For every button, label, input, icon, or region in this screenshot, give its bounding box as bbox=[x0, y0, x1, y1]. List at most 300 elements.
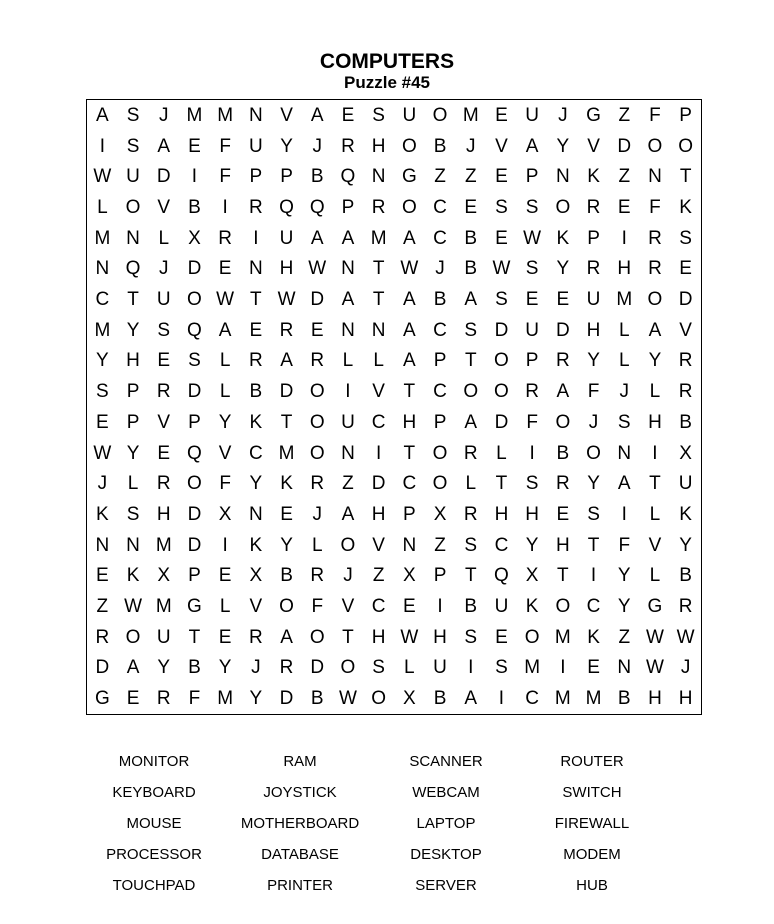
grid-letter[interactable]: C bbox=[586, 596, 601, 618]
grid-letter[interactable]: T bbox=[679, 166, 692, 188]
grid-letter[interactable]: F bbox=[649, 104, 661, 126]
grid-letter[interactable]: H bbox=[648, 411, 662, 433]
grid-letter[interactable]: L bbox=[649, 381, 661, 403]
grid-letter[interactable]: C bbox=[494, 534, 509, 556]
grid-letter[interactable]: Z bbox=[342, 473, 354, 495]
grid-letter[interactable]: O bbox=[432, 104, 448, 126]
grid-letter[interactable]: N bbox=[648, 166, 662, 188]
grid-letter[interactable]: E bbox=[280, 503, 293, 525]
grid-letter[interactable]: X bbox=[403, 565, 416, 587]
grid-letter[interactable]: G bbox=[187, 596, 202, 618]
grid-letter[interactable]: R bbox=[248, 196, 263, 218]
grid-letter[interactable]: A bbox=[280, 350, 293, 372]
grid-letter[interactable]: B bbox=[433, 688, 447, 710]
grid-letter[interactable]: O bbox=[494, 350, 509, 372]
grid-letter[interactable]: O bbox=[432, 442, 448, 464]
grid-letter[interactable]: I bbox=[191, 166, 198, 188]
grid-letter[interactable]: H bbox=[494, 503, 509, 525]
grid-letter[interactable]: O bbox=[678, 135, 694, 157]
grid-letter[interactable]: E bbox=[403, 596, 416, 618]
grid-letter[interactable]: S bbox=[464, 319, 478, 341]
grid-letter[interactable]: Y bbox=[617, 565, 631, 587]
grid-letter[interactable]: T bbox=[464, 565, 477, 587]
grid-letter[interactable]: R bbox=[279, 319, 294, 341]
grid-letter[interactable]: D bbox=[494, 319, 509, 341]
grid-letter[interactable]: C bbox=[371, 596, 386, 618]
grid-letter[interactable]: S bbox=[126, 104, 140, 126]
grid-letter[interactable]: L bbox=[649, 503, 661, 525]
grid-letter[interactable]: R bbox=[678, 381, 693, 403]
grid-letter[interactable]: H bbox=[678, 688, 693, 710]
grid-letter[interactable]: W bbox=[277, 289, 296, 311]
grid-letter[interactable]: D bbox=[371, 473, 386, 495]
grid-letter[interactable]: Q bbox=[125, 258, 141, 280]
grid-letter[interactable]: R bbox=[463, 442, 478, 464]
grid-letter[interactable]: Q bbox=[279, 196, 294, 218]
grid-letter[interactable]: Y bbox=[587, 473, 600, 495]
grid-letter[interactable]: W bbox=[523, 227, 542, 249]
grid-letter[interactable]: J bbox=[680, 657, 691, 679]
grid-letter[interactable]: L bbox=[97, 196, 108, 218]
grid-letter[interactable]: I bbox=[560, 657, 566, 679]
grid-letter[interactable]: P bbox=[525, 166, 539, 188]
grid-letter[interactable]: S bbox=[495, 657, 508, 679]
grid-letter[interactable]: U bbox=[126, 166, 140, 188]
grid-letter[interactable]: S bbox=[495, 289, 508, 311]
grid-letter[interactable]: H bbox=[402, 411, 417, 433]
grid-letter[interactable]: J bbox=[251, 657, 261, 679]
grid-letter[interactable]: W bbox=[676, 626, 695, 648]
grid-letter[interactable]: Y bbox=[280, 135, 293, 157]
grid-letter[interactable]: S bbox=[617, 411, 631, 433]
grid-letter[interactable]: W bbox=[93, 166, 112, 188]
grid-letter[interactable]: I bbox=[222, 196, 228, 218]
grid-letter[interactable]: E bbox=[495, 227, 508, 249]
grid-letter[interactable]: R bbox=[95, 626, 110, 648]
grid-letter[interactable]: D bbox=[279, 381, 294, 403]
grid-letter[interactable]: R bbox=[310, 473, 325, 495]
grid-letter[interactable]: L bbox=[618, 319, 630, 341]
grid-letter[interactable]: P bbox=[341, 196, 355, 218]
grid-letter[interactable]: X bbox=[403, 688, 416, 710]
grid-letter[interactable]: N bbox=[95, 258, 110, 280]
grid-letter[interactable]: L bbox=[342, 350, 354, 372]
grid-letter[interactable]: X bbox=[525, 565, 539, 587]
grid-letter[interactable]: I bbox=[590, 565, 597, 587]
grid-letter[interactable]: M bbox=[462, 104, 479, 126]
grid-letter[interactable]: R bbox=[341, 135, 355, 157]
grid-letter[interactable]: Y bbox=[587, 350, 600, 372]
grid-letter[interactable]: D bbox=[187, 503, 202, 525]
grid-letter[interactable]: H bbox=[525, 503, 539, 525]
grid-letter[interactable]: V bbox=[249, 596, 263, 618]
grid-letter[interactable]: L bbox=[311, 534, 323, 556]
grid-letter[interactable]: Q bbox=[494, 565, 509, 587]
grid-letter[interactable]: N bbox=[341, 258, 355, 280]
grid-letter[interactable]: A bbox=[403, 227, 416, 249]
grid-letter[interactable]: Y bbox=[679, 534, 692, 556]
grid-letter[interactable]: G bbox=[647, 596, 663, 618]
grid-letter[interactable]: N bbox=[371, 166, 386, 188]
grid-letter[interactable]: J bbox=[159, 258, 169, 280]
grid-letter[interactable]: A bbox=[617, 473, 631, 495]
grid-letter[interactable]: V bbox=[648, 534, 662, 556]
grid-letter[interactable]: M bbox=[585, 688, 602, 710]
grid-letter[interactable]: B bbox=[433, 289, 447, 311]
grid-letter[interactable]: S bbox=[525, 473, 539, 495]
grid-letter[interactable]: V bbox=[495, 135, 508, 157]
grid-letter[interactable]: I bbox=[376, 442, 382, 464]
grid-letter[interactable]: T bbox=[127, 289, 139, 311]
grid-letter[interactable]: U bbox=[341, 411, 355, 433]
grid-letter[interactable]: N bbox=[402, 534, 417, 556]
grid-letter[interactable]: H bbox=[555, 534, 570, 556]
grid-letter[interactable]: O bbox=[187, 473, 202, 495]
grid-letter[interactable]: I bbox=[253, 227, 259, 249]
grid-letter[interactable]: S bbox=[157, 319, 171, 341]
grid-letter[interactable]: J bbox=[619, 381, 629, 403]
grid-letter[interactable]: S bbox=[525, 258, 539, 280]
grid-letter[interactable]: D bbox=[156, 166, 171, 188]
grid-letter[interactable]: H bbox=[586, 319, 601, 341]
grid-letter[interactable]: K bbox=[126, 565, 140, 587]
grid-letter[interactable]: P bbox=[525, 350, 539, 372]
grid-letter[interactable]: A bbox=[218, 319, 232, 341]
grid-letter[interactable]: A bbox=[280, 626, 293, 648]
grid-letter[interactable]: Y bbox=[617, 596, 631, 618]
grid-letter[interactable]: V bbox=[218, 442, 232, 464]
grid-letter[interactable]: O bbox=[125, 196, 141, 218]
grid-letter[interactable]: T bbox=[557, 565, 569, 587]
grid-letter[interactable]: D bbox=[95, 657, 110, 679]
grid-letter[interactable]: L bbox=[219, 596, 231, 618]
grid-letter[interactable]: P bbox=[403, 503, 416, 525]
grid-letter[interactable]: R bbox=[248, 350, 263, 372]
grid-letter[interactable]: E bbox=[96, 411, 109, 433]
grid-letter[interactable]: Q bbox=[309, 196, 325, 218]
grid-letter[interactable]: M bbox=[94, 319, 111, 341]
grid-letter[interactable]: D bbox=[187, 258, 202, 280]
grid-letter[interactable]: O bbox=[555, 196, 571, 218]
grid-letter[interactable]: L bbox=[373, 350, 384, 372]
grid-letter[interactable]: T bbox=[372, 289, 385, 311]
grid-letter[interactable]: H bbox=[371, 503, 386, 525]
grid-letter[interactable]: Y bbox=[648, 350, 662, 372]
grid-letter[interactable]: B bbox=[556, 442, 570, 464]
grid-letter[interactable]: H bbox=[371, 135, 386, 157]
grid-letter[interactable]: O bbox=[524, 626, 540, 648]
grid-letter[interactable]: F bbox=[219, 473, 231, 495]
grid-letter[interactable]: A bbox=[403, 319, 416, 341]
grid-letter[interactable]: V bbox=[157, 411, 171, 433]
grid-letter[interactable]: V bbox=[280, 104, 293, 126]
grid-letter[interactable]: O bbox=[586, 442, 601, 464]
grid-letter[interactable]: M bbox=[554, 688, 571, 710]
grid-letter[interactable]: E bbox=[587, 657, 600, 679]
grid-letter[interactable]: I bbox=[498, 688, 505, 710]
grid-letter[interactable]: O bbox=[432, 473, 448, 495]
grid-letter[interactable]: B bbox=[188, 657, 201, 679]
grid-letter[interactable]: E bbox=[495, 166, 508, 188]
grid-letter[interactable]: W bbox=[124, 596, 143, 618]
grid-letter[interactable]: E bbox=[679, 258, 692, 280]
grid-letter[interactable]: N bbox=[95, 534, 110, 556]
grid-letter[interactable]: O bbox=[401, 135, 417, 157]
grid-letter[interactable]: A bbox=[341, 289, 355, 311]
grid-letter[interactable]: U bbox=[156, 626, 171, 648]
grid-letter[interactable]: H bbox=[126, 350, 140, 372]
grid-letter[interactable]: S bbox=[679, 227, 692, 249]
grid-letter[interactable]: T bbox=[342, 626, 354, 648]
grid-letter[interactable]: D bbox=[187, 534, 202, 556]
grid-letter[interactable]: R bbox=[310, 565, 325, 587]
grid-letter[interactable]: P bbox=[280, 166, 293, 188]
grid-letter[interactable]: R bbox=[156, 688, 171, 710]
grid-letter[interactable]: W bbox=[645, 657, 664, 679]
grid-letter[interactable]: M bbox=[155, 534, 172, 556]
grid-letter[interactable]: E bbox=[188, 135, 201, 157]
grid-letter[interactable]: C bbox=[248, 442, 263, 464]
grid-letter[interactable]: F bbox=[188, 688, 201, 710]
grid-letter[interactable]: U bbox=[586, 289, 601, 311]
grid-letter[interactable]: Y bbox=[96, 350, 109, 372]
grid-letter[interactable]: R bbox=[248, 626, 263, 648]
grid-letter[interactable]: B bbox=[679, 565, 692, 587]
grid-letter[interactable]: W bbox=[216, 289, 235, 311]
grid-letter[interactable]: C bbox=[433, 227, 447, 249]
grid-letter[interactable]: E bbox=[556, 503, 570, 525]
grid-letter[interactable]: W bbox=[400, 626, 419, 648]
grid-letter[interactable]: O bbox=[463, 381, 479, 403]
grid-letter[interactable]: M bbox=[94, 227, 111, 249]
grid-letter[interactable]: U bbox=[279, 227, 294, 249]
grid-letter[interactable]: S bbox=[372, 657, 385, 679]
grid-letter[interactable]: A bbox=[464, 688, 478, 710]
grid-letter[interactable]: Y bbox=[280, 534, 293, 556]
grid-letter[interactable]: C bbox=[402, 473, 417, 495]
grid-letter[interactable]: X bbox=[218, 503, 232, 525]
grid-letter[interactable]: E bbox=[249, 319, 263, 341]
grid-letter[interactable]: K bbox=[679, 503, 692, 525]
grid-letter[interactable]: D bbox=[310, 657, 325, 679]
grid-letter[interactable]: T bbox=[403, 381, 416, 403]
grid-letter[interactable]: X bbox=[188, 227, 201, 249]
grid-letter[interactable]: K bbox=[525, 596, 539, 618]
grid-letter[interactable]: N bbox=[341, 442, 355, 464]
grid-letter[interactable]: R bbox=[156, 473, 171, 495]
grid-letter[interactable]: Y bbox=[249, 473, 263, 495]
grid-letter[interactable]: B bbox=[310, 688, 324, 710]
grid-letter[interactable]: R bbox=[156, 381, 171, 403]
grid-letter[interactable]: T bbox=[372, 258, 385, 280]
grid-letter[interactable]: A bbox=[310, 227, 324, 249]
grid-letter[interactable]: A bbox=[96, 104, 109, 126]
grid-letter[interactable]: B bbox=[464, 258, 478, 280]
grid-letter[interactable]: S bbox=[525, 196, 539, 218]
grid-letter[interactable]: H bbox=[279, 258, 294, 280]
grid-letter[interactable]: R bbox=[310, 350, 325, 372]
grid-letter[interactable]: O bbox=[647, 289, 663, 311]
grid-letter[interactable]: O bbox=[309, 381, 325, 403]
grid-letter[interactable]: U bbox=[525, 319, 539, 341]
grid-letter[interactable]: V bbox=[157, 196, 171, 218]
grid-letter[interactable]: H bbox=[433, 626, 447, 648]
grid-letter[interactable]: B bbox=[464, 227, 478, 249]
grid-letter[interactable]: I bbox=[621, 503, 627, 525]
grid-letter[interactable]: H bbox=[371, 626, 386, 648]
grid-letter[interactable]: C bbox=[95, 289, 110, 311]
grid-letter[interactable]: E bbox=[157, 350, 171, 372]
grid-letter[interactable]: R bbox=[371, 196, 386, 218]
grid-letter[interactable]: C bbox=[433, 196, 447, 218]
grid-letter[interactable]: R bbox=[678, 596, 693, 618]
grid-letter[interactable]: B bbox=[249, 381, 263, 403]
grid-letter[interactable]: C bbox=[433, 319, 447, 341]
grid-letter[interactable]: K bbox=[679, 196, 692, 218]
grid-letter[interactable]: M bbox=[155, 596, 172, 618]
grid-letter[interactable]: O bbox=[309, 442, 325, 464]
grid-letter[interactable]: O bbox=[401, 196, 417, 218]
grid-letter[interactable]: J bbox=[97, 473, 108, 495]
grid-letter[interactable]: H bbox=[617, 258, 632, 280]
grid-letter[interactable]: C bbox=[371, 411, 386, 433]
grid-letter[interactable]: L bbox=[404, 657, 415, 679]
grid-letter[interactable]: I bbox=[529, 442, 535, 464]
grid-letter[interactable]: Q bbox=[340, 166, 356, 188]
grid-letter[interactable]: V bbox=[372, 534, 385, 556]
grid-letter[interactable]: N bbox=[371, 319, 386, 341]
grid-letter[interactable]: U bbox=[525, 104, 539, 126]
grid-letter[interactable]: J bbox=[343, 565, 353, 587]
grid-letter[interactable]: A bbox=[310, 104, 324, 126]
grid-letter[interactable]: Y bbox=[556, 135, 570, 157]
grid-letter[interactable]: X bbox=[157, 565, 171, 587]
grid-letter[interactable]: Z bbox=[464, 166, 477, 188]
grid-letter[interactable]: T bbox=[250, 289, 262, 311]
grid-letter[interactable]: M bbox=[616, 289, 633, 311]
grid-letter[interactable]: A bbox=[403, 289, 416, 311]
grid-letter[interactable]: G bbox=[401, 166, 417, 188]
grid-letter[interactable]: R bbox=[218, 227, 232, 249]
grid-letter[interactable]: S bbox=[464, 626, 478, 648]
grid-letter[interactable]: E bbox=[96, 565, 109, 587]
grid-letter[interactable]: A bbox=[525, 135, 539, 157]
grid-letter[interactable]: K bbox=[587, 166, 600, 188]
grid-letter[interactable]: I bbox=[222, 534, 228, 556]
grid-letter[interactable]: N bbox=[617, 657, 632, 679]
grid-letter[interactable]: N bbox=[341, 319, 355, 341]
grid-letter[interactable]: W bbox=[93, 442, 112, 464]
grid-letter[interactable]: N bbox=[248, 104, 263, 126]
grid-letter[interactable]: E bbox=[218, 258, 232, 280]
grid-letter[interactable]: P bbox=[126, 411, 140, 433]
grid-letter[interactable]: O bbox=[494, 381, 509, 403]
grid-letter[interactable]: A bbox=[464, 289, 478, 311]
grid-letter[interactable]: M bbox=[554, 626, 571, 648]
grid-letter[interactable]: T bbox=[464, 350, 477, 372]
grid-letter[interactable]: Y bbox=[126, 442, 140, 464]
grid-letter[interactable]: T bbox=[587, 534, 600, 556]
grid-letter[interactable]: N bbox=[248, 503, 263, 525]
grid-letter[interactable]: J bbox=[435, 258, 445, 280]
grid-letter[interactable]: A bbox=[157, 135, 171, 157]
grid-letter[interactable]: V bbox=[341, 596, 355, 618]
grid-letter[interactable]: F bbox=[618, 534, 631, 556]
grid-letter[interactable]: M bbox=[524, 657, 541, 679]
grid-letter[interactable]: K bbox=[96, 503, 109, 525]
grid-letter[interactable]: S bbox=[495, 196, 508, 218]
grid-letter[interactable]: Q bbox=[187, 319, 202, 341]
grid-letter[interactable]: I bbox=[652, 442, 658, 464]
grid-letter[interactable]: O bbox=[340, 657, 356, 679]
grid-letter[interactable]: W bbox=[338, 688, 357, 710]
grid-letter[interactable]: S bbox=[126, 503, 140, 525]
grid-letter[interactable]: Y bbox=[126, 319, 140, 341]
grid-letter[interactable]: N bbox=[248, 258, 263, 280]
grid-letter[interactable]: A bbox=[126, 657, 140, 679]
grid-letter[interactable]: S bbox=[188, 350, 201, 372]
grid-letter[interactable]: U bbox=[402, 104, 417, 126]
grid-letter[interactable]: K bbox=[280, 473, 293, 495]
grid-letter[interactable]: L bbox=[127, 473, 139, 495]
grid-letter[interactable]: E bbox=[218, 565, 232, 587]
grid-letter[interactable]: L bbox=[465, 473, 477, 495]
grid-letter[interactable]: P bbox=[188, 411, 201, 433]
grid-letter[interactable]: L bbox=[219, 381, 231, 403]
grid-letter[interactable]: O bbox=[279, 596, 294, 618]
grid-letter[interactable]: B bbox=[679, 411, 692, 433]
grid-letter[interactable]: A bbox=[556, 381, 570, 403]
grid-letter[interactable]: O bbox=[555, 596, 571, 618]
grid-letter[interactable]: P bbox=[249, 166, 263, 188]
grid-letter[interactable]: Y bbox=[218, 657, 232, 679]
grid-letter[interactable]: M bbox=[217, 104, 234, 126]
grid-letter[interactable]: R bbox=[525, 381, 539, 403]
grid-letter[interactable]: O bbox=[309, 626, 325, 648]
grid-letter[interactable]: F bbox=[311, 596, 324, 618]
grid-letter[interactable]: F bbox=[219, 166, 231, 188]
grid-letter[interactable]: E bbox=[495, 626, 508, 648]
grid-letter[interactable]: E bbox=[464, 196, 478, 218]
grid-letter[interactable]: O bbox=[647, 135, 663, 157]
grid-letter[interactable]: N bbox=[617, 442, 632, 464]
grid-letter[interactable]: I bbox=[468, 657, 474, 679]
grid-letter[interactable]: K bbox=[249, 534, 263, 556]
grid-letter[interactable]: W bbox=[492, 258, 511, 280]
grid-letter[interactable]: E bbox=[495, 104, 508, 126]
grid-letter[interactable]: D bbox=[617, 135, 632, 157]
grid-letter[interactable]: Y bbox=[525, 534, 539, 556]
grid-letter[interactable]: M bbox=[370, 227, 387, 249]
grid-letter[interactable]: Z bbox=[434, 534, 446, 556]
grid-letter[interactable]: Z bbox=[372, 565, 385, 587]
grid-letter[interactable]: A bbox=[464, 411, 478, 433]
grid-letter[interactable]: B bbox=[617, 688, 631, 710]
grid-letter[interactable]: P bbox=[126, 381, 140, 403]
grid-letter[interactable]: F bbox=[587, 381, 600, 403]
grid-letter[interactable]: T bbox=[403, 442, 416, 464]
grid-letter[interactable]: K bbox=[587, 626, 600, 648]
grid-letter[interactable]: C bbox=[525, 688, 539, 710]
grid-letter[interactable]: D bbox=[494, 411, 509, 433]
grid-letter[interactable]: N bbox=[126, 227, 140, 249]
grid-letter[interactable]: J bbox=[558, 104, 568, 126]
grid-letter[interactable]: F bbox=[219, 135, 231, 157]
grid-letter[interactable]: W bbox=[645, 626, 664, 648]
grid-letter[interactable]: V bbox=[587, 135, 600, 157]
grid-letter[interactable]: U bbox=[433, 657, 447, 679]
grid-letter[interactable]: A bbox=[341, 503, 355, 525]
